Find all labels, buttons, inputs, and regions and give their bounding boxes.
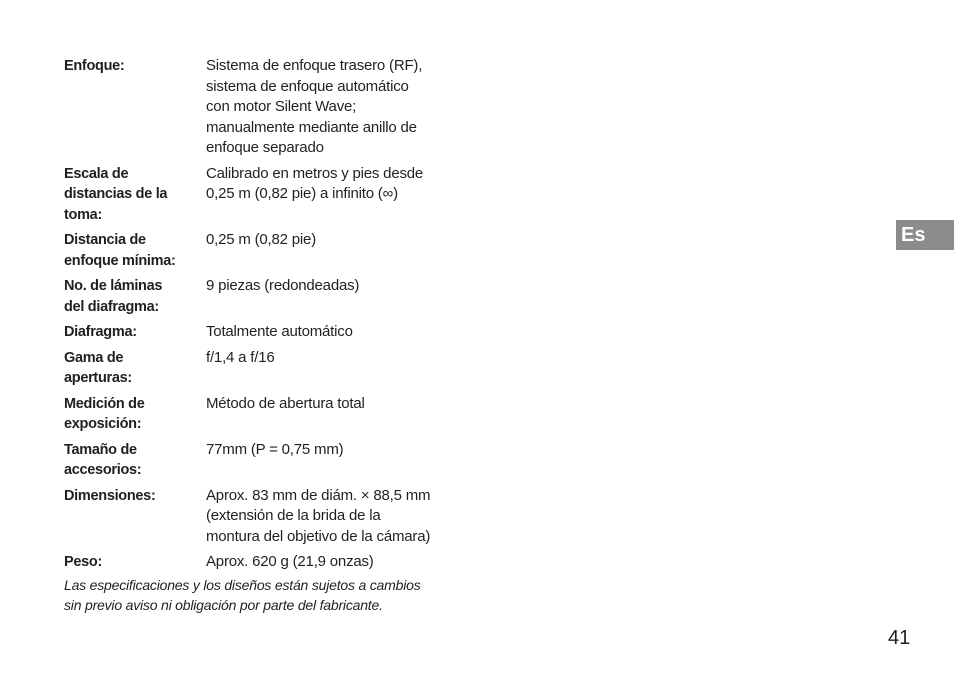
spec-row-peso [64,552,464,573]
page-number: 41 [888,627,911,649]
spec-label: Enfoque: [64,58,125,74]
spec-value: 0,25 m (0,82 pie) [206,231,316,248]
spec-label: No. de láminas del diafragma: [64,278,163,315]
spec-row-tamano-accesorios [64,440,464,481]
spec-row-dimensiones [64,486,464,548]
spec-label: Tamaño de accesorios: [64,441,142,478]
spec-row-enfoque [64,56,464,159]
disclaimer-note: Las especificaciones y los diseños están sujetos a cambios sin previo aviso ni obligación por parte del fabricante. [64,577,421,613]
spec-value: Calibrado en metros y pies desde 0,25 m (0,82 pie) a infinito (∞) [206,164,424,202]
spec-value: 9 piezas (redondeadas) [206,277,360,294]
spec-row-gama-aperturas [64,348,464,389]
language-tab: Es [896,220,954,250]
spec-value: 77mm (P = 0,75 mm) [206,440,344,458]
spec-row-escala-distancias [64,164,464,226]
spec-label: Escala de distancias de la toma: [64,165,168,223]
specifications-table [64,56,464,578]
spec-row-medicion-exposicion [64,394,464,435]
spec-value: Sistema de enfoque trasero (RF), sistema de enfoque automático con motor Silent Wave; manualmente mediante anillo de enfoque separado [206,57,423,156]
spec-row-laminas-diafragma [64,276,464,317]
spec-label: Diafragma: [64,324,137,340]
spec-value: Totalmente automático [206,323,353,340]
spec-value: Aprox. 83 mm de diám. × 88,5 mm (extensión de la brida de la montura del objetivo de la cámara) [206,486,431,545]
spec-label: Distancia de enfoque mínima: [64,232,176,269]
spec-value: f/1,4 a f/16 [206,348,275,366]
spec-row-distancia-minima [64,230,464,271]
spec-label: Dimensiones: [64,487,156,504]
spec-value: Aprox. 620 g (21,9 onzas) [206,553,374,570]
spec-label: Gama de aperturas: [64,349,132,386]
spec-row-diafragma [64,322,464,343]
spec-label: Peso: [64,554,102,570]
spec-value: Método de abertura total [206,394,365,412]
spec-label: Medición de exposición: [64,395,145,432]
